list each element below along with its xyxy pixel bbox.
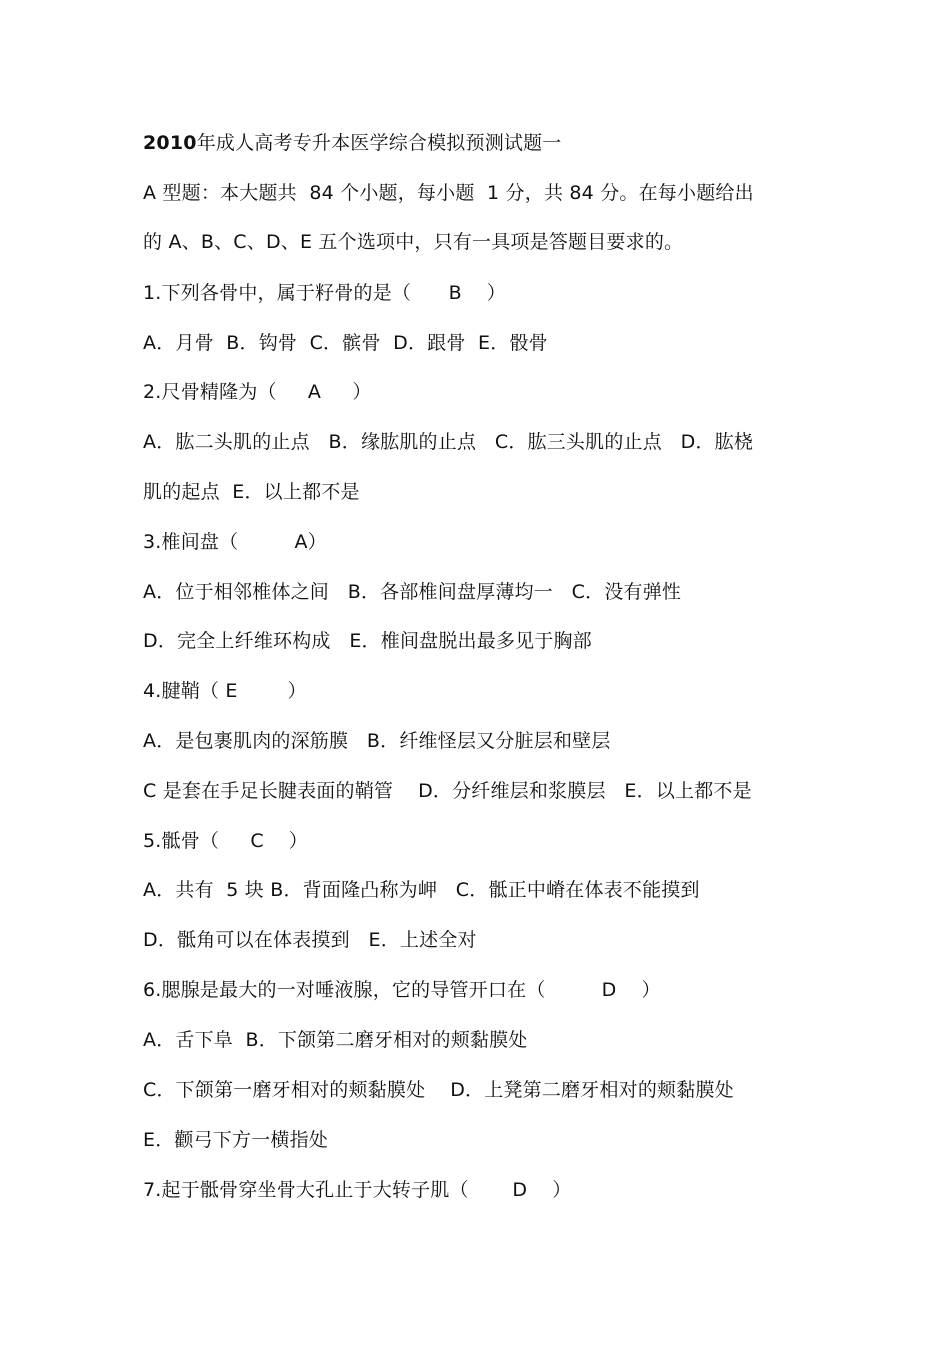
question-6: 6.腮腺是最大的一对唾液腺，它的导管开口在（ D ） xyxy=(143,979,661,1001)
question-6-options-line-2: C．下颌第一磨牙相对的颊黏膜处 D．上凳第二磨牙相对的颊黏膜处 xyxy=(143,1079,734,1101)
question-1: 1.下列各骨中，属于籽骨的是（ B ） xyxy=(143,282,506,304)
question-2: 2.尺骨精隆为（ A ） xyxy=(143,381,372,403)
document-title xyxy=(143,130,562,156)
question-7: 7.起于骶骨穿坐骨大孔止于大转子肌（ D ） xyxy=(143,1179,572,1201)
question-2-options-line-2: 肌的起点 E．以上都不是 xyxy=(143,481,360,503)
question-3-options-line-1: A．位于相邻椎体之间 B．各部椎间盘厚薄均一 C．没有弹性 xyxy=(143,581,682,603)
question-1-options: A．月骨 B．钩骨 C．髌骨 D．跟骨 E．骰骨 xyxy=(143,332,548,354)
question-4-options-line-2: C 是套在手足长腱表面的鞘管 D．分纤维层和浆膜层 E．以上都不是 xyxy=(143,780,752,802)
question-4-options-line-1: A．是包裹肌肉的深筋膜 B．纤维怪层又分脏层和壁层 xyxy=(143,730,611,752)
question-3: 3.椎间盘（ A） xyxy=(143,531,327,553)
title-year: 2010 xyxy=(143,132,197,154)
section-intro-line-1: A 型题：本大题共 84 个小题，每小题 1 分，共 84 分。在每小题给出 xyxy=(143,182,754,204)
question-2-options-line-1: A．肱二头肌的止点 B．缘肱肌的止点 C．肱三头肌的止点 D．肱桡 xyxy=(143,431,754,453)
question-4: 4.腱鞘（ E ） xyxy=(143,680,307,702)
question-3-options-line-2: D．完全上纤维环构成 E．椎间盘脱出最多见于胸部 xyxy=(143,630,592,652)
question-5: 5.骶骨（ C ） xyxy=(143,830,308,852)
title-text: 年成人高考专升本医学综合模拟预测试题一 xyxy=(196,132,562,154)
question-6-options-line-1: A．舌下阜 B．下颌第二磨牙相对的颊黏膜处 xyxy=(143,1029,528,1051)
question-5-options-line-1: A．共有 5 块 B．背面隆凸称为岬 C．骶正中嵴在体表不能摸到 xyxy=(143,879,700,901)
question-6-options-line-3: E．颧弓下方一横指处 xyxy=(143,1129,329,1151)
question-5-options-line-2: D．骶角可以在体表摸到 E．上述全对 xyxy=(143,929,477,951)
section-intro-line-2: 的 A、B、C、D、E 五个选项中，只有一具项是答题目要求的。 xyxy=(143,231,684,253)
